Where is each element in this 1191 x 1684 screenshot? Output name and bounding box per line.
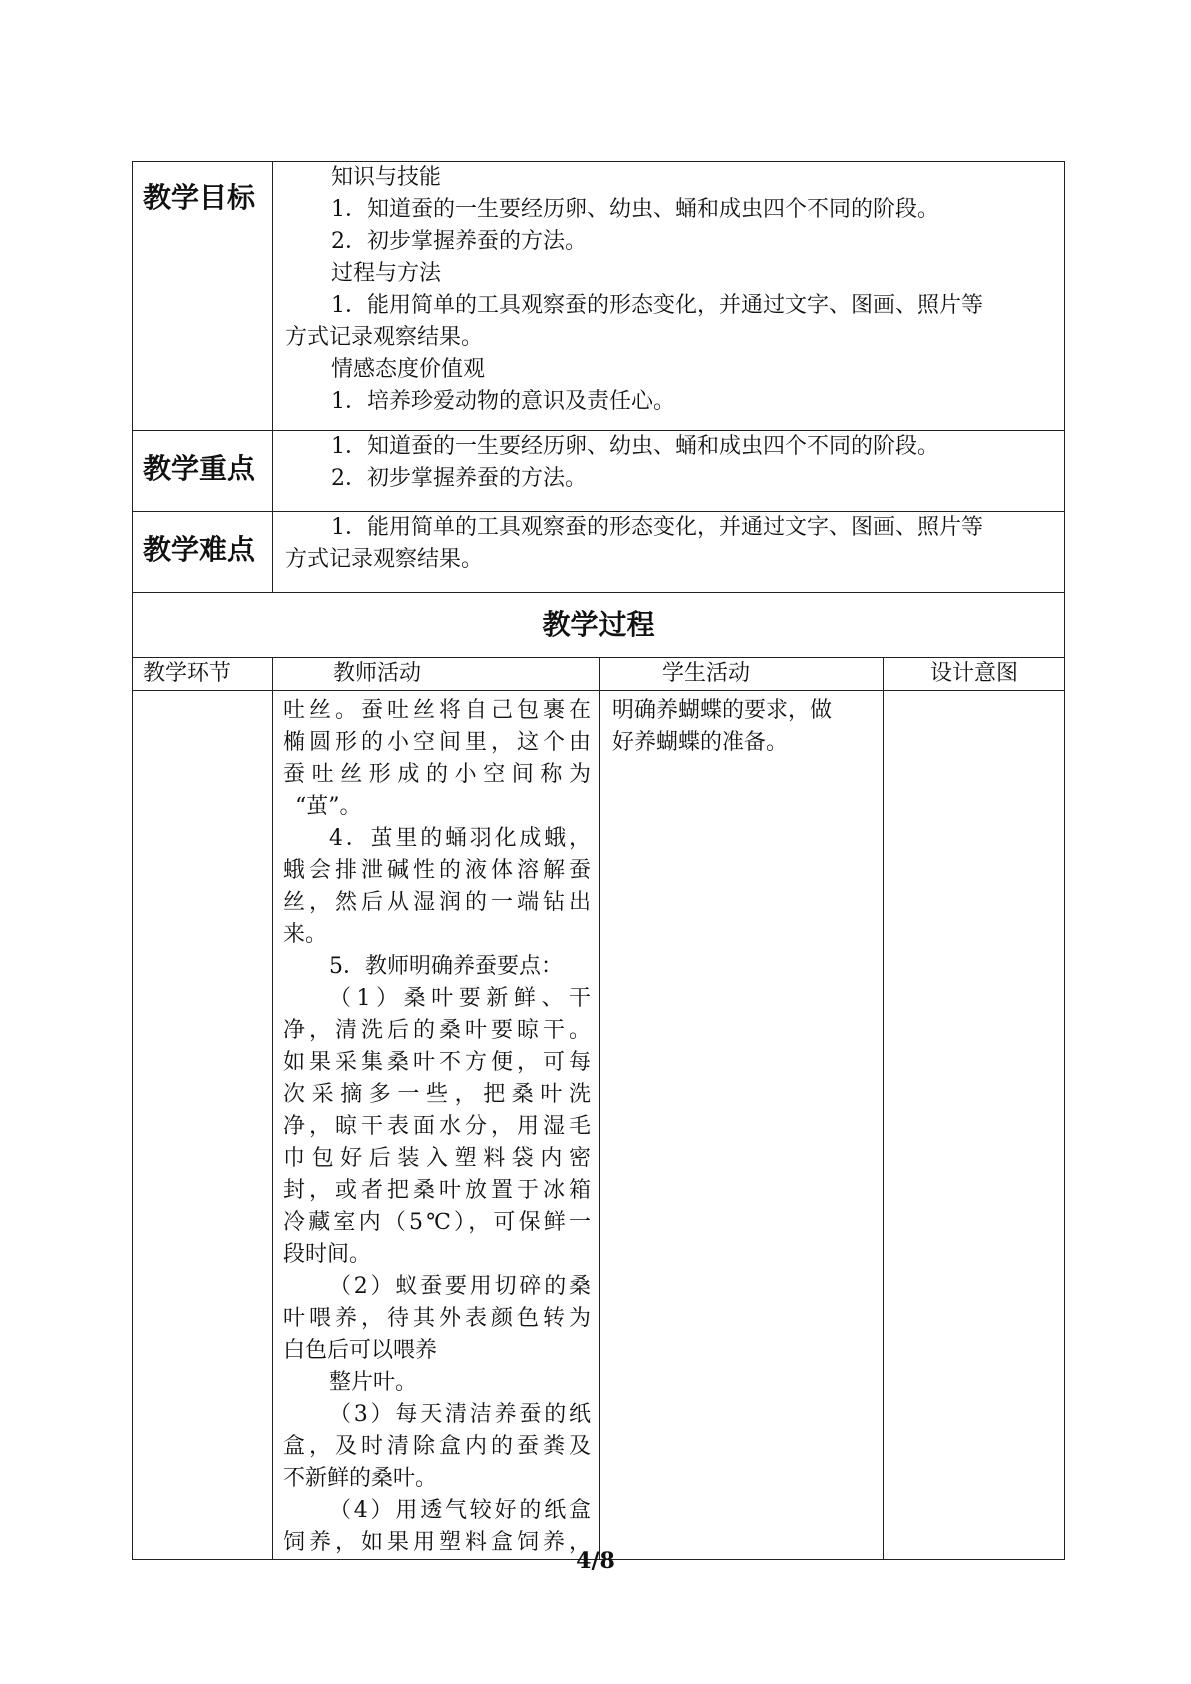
student-line: 好养蝴蝶的准备。 xyxy=(612,730,789,755)
page-number: 4/8 xyxy=(576,1548,615,1574)
key-points-content xyxy=(273,431,1065,512)
key-point-line: 1．知道蚕的一生要经历卵、幼虫、蛹和成虫四个不同的阶段。 xyxy=(331,434,939,459)
header-student-activity: 学生活动 xyxy=(600,658,884,691)
row-process-body xyxy=(133,691,1065,1560)
teacher-line: 盒，及时清除盒内的蚕粪及 xyxy=(283,1434,591,1459)
cell-design-intent xyxy=(884,691,1065,1560)
teacher-line: （4）用透气较好的纸盒 xyxy=(329,1498,591,1523)
difficulties-label: 教学难点 xyxy=(133,512,273,593)
row-difficulties xyxy=(133,512,1065,593)
goal-line: 1．知道蚕的一生要经历卵、幼虫、蛹和成虫四个不同的阶段。 xyxy=(331,197,939,222)
teacher-line: 来。 xyxy=(283,922,328,947)
teacher-line: 如果采集桑叶不方便，可每 xyxy=(283,1050,591,1075)
goal-line: 情感态度价值观 xyxy=(331,357,486,382)
goal-line: 2．初步掌握养蚕的方法。 xyxy=(331,229,587,254)
goal-line: 过程与方法 xyxy=(331,261,442,286)
lesson-plan-table xyxy=(132,161,1065,1560)
goal-line: 知识与技能 xyxy=(331,165,442,190)
teacher-line: 4．茧里的蛹羽化成蛾， xyxy=(329,826,591,851)
teacher-line: （3）每天清洁养蚕的纸 xyxy=(329,1402,591,1427)
row-teaching-goals xyxy=(133,162,1065,431)
teacher-line: 整片叶。 xyxy=(329,1370,418,1395)
teacher-line: 5．教师明确养蚕要点： xyxy=(329,954,563,979)
teacher-line: 白色后可以喂养 xyxy=(283,1338,438,1363)
teacher-line: （1）桑叶要新鲜、干 xyxy=(329,986,591,1011)
header-teaching-stage: 教学环节 xyxy=(133,658,273,691)
teacher-line: 段时间。 xyxy=(283,1242,372,1267)
teaching-goals-content xyxy=(273,162,1065,431)
goal-line: 1．能用简单的工具观察蚕的形态变化，并通过文字、图画、照片等 xyxy=(331,293,983,318)
difficulties-content xyxy=(273,512,1065,593)
teaching-goals-label: 教学目标 xyxy=(133,162,273,431)
header-design-intent: 设计意图 xyxy=(884,658,1065,691)
row-key-points xyxy=(133,431,1065,512)
teacher-line: 椭圆形的小空间里，这个由 xyxy=(283,730,591,755)
teacher-line: 蛾会排泄碱性的液体溶解蚕 xyxy=(283,858,591,883)
teacher-line: 冷藏室内（5℃），可保鲜一 xyxy=(283,1210,591,1235)
teacher-line: 巾包好后装入塑料袋内密 xyxy=(283,1146,591,1171)
teacher-line: 蚕吐丝形成的小空间称为 xyxy=(283,762,591,787)
teacher-line: 叶喂养，待其外表颜色转为 xyxy=(283,1306,591,1331)
teacher-line: 吐丝。蚕吐丝将自己包裹在 xyxy=(283,698,591,723)
teacher-line: 次采摘多一些，把桑叶洗 xyxy=(283,1082,591,1107)
goal-line: 方式记录观察结果。 xyxy=(285,325,484,350)
row-process-headers xyxy=(133,658,1065,691)
header-teacher-activity: 教师活动 xyxy=(273,658,600,691)
key-point-line: 2．初步掌握养蚕的方法。 xyxy=(331,466,587,491)
difficulty-line: 方式记录观察结果。 xyxy=(285,547,484,572)
teacher-line: 净，清洗后的桑叶要晾干。 xyxy=(283,1018,591,1043)
student-line: 明确养蝴蝶的要求，做 xyxy=(612,698,833,723)
teacher-line: “茧”。 xyxy=(295,794,362,819)
teacher-line: 净，晾干表面水分，用湿毛 xyxy=(283,1114,591,1139)
row-process-title xyxy=(133,593,1065,658)
process-title: 教学过程 xyxy=(133,593,1065,658)
teacher-line: 饲养，如果用塑料盒饲养， xyxy=(283,1530,591,1555)
cell-teaching-stage xyxy=(133,691,273,1560)
cell-teacher-activity xyxy=(273,691,600,1560)
goal-line: 1．培养珍爱动物的意识及责任心。 xyxy=(331,389,675,414)
difficulty-line: 1．能用简单的工具观察蚕的形态变化，并通过文字、图画、照片等 xyxy=(331,515,983,540)
teacher-line: 封，或者把桑叶放置于冰箱 xyxy=(283,1178,591,1203)
key-points-label: 教学重点 xyxy=(133,431,273,512)
teacher-line: 不新鲜的桑叶。 xyxy=(283,1466,438,1491)
teacher-line: （2）蚁蚕要用切碎的桑 xyxy=(329,1274,591,1299)
teacher-line: 丝，然后从湿润的一端钻出 xyxy=(283,890,591,915)
cell-student-activity xyxy=(600,691,884,1560)
